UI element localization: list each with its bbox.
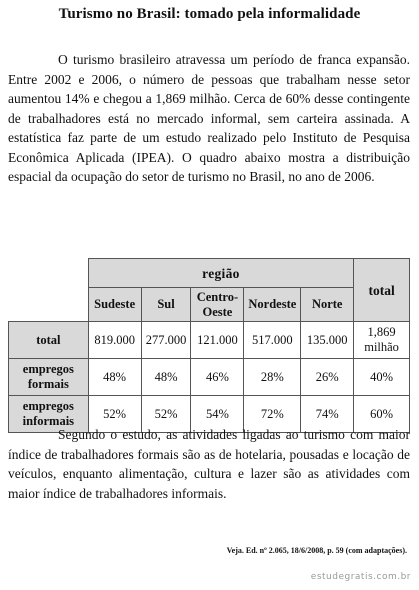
region-header: região — [88, 259, 353, 288]
row-label: empregos formais — [9, 359, 89, 396]
table-cell-total: 40% — [354, 359, 410, 396]
table-cell: 46% — [191, 359, 244, 396]
table-cell: 74% — [301, 396, 354, 433]
table-cell: 135.000 — [301, 322, 354, 359]
region-sudeste: Sudeste — [88, 288, 141, 322]
table-cell: 517.000 — [244, 322, 301, 359]
table-cell: 72% — [244, 396, 301, 433]
table-cell-total: 60% — [354, 396, 410, 433]
table-cell: 819.000 — [88, 322, 141, 359]
table-corner-2 — [9, 288, 89, 322]
region-nordeste: Nordeste — [244, 288, 301, 322]
table-cell: 26% — [301, 359, 354, 396]
table-cell-total: 1,869 milhão — [354, 322, 410, 359]
table-cell: 52% — [88, 396, 141, 433]
table-cell: 48% — [88, 359, 141, 396]
table-cell: 28% — [244, 359, 301, 396]
intro-paragraph: O turismo brasileiro atravessa um período de franca expansão. Entre 2002 e 2006, o número de pessoas que trabalham nesse setor aumentou 14% e chegou a 1,869 milhão. Cerca de 60% desse contingente de trabalhadores está no mercado informal, sem carteira assinada. A estatística faz parte de um estudo realizado pelo Instituto de Pesquisa Econômica Aplicada (IPEA). O quadro abaixo mostra a distribuição espacial da ocupação do setor de turismo no Brasil, no ano de 2006. — [8, 52, 410, 184]
table-row — [9, 359, 410, 396]
row-label: empregos informais — [9, 396, 89, 433]
table-row — [9, 322, 410, 359]
tourism-table — [8, 258, 410, 433]
total-header: total — [354, 259, 410, 322]
row-label: total — [9, 322, 89, 359]
table-cell: 54% — [191, 396, 244, 433]
source-citation: Veja. Ed. nº 2.065, 18/6/2008, p. 59 (com adaptações). — [226, 546, 407, 555]
table-cell: 48% — [141, 359, 191, 396]
page-title: Turismo no Brasil: tomado pela informalidade — [58, 6, 361, 22]
region-norte: Norte — [301, 288, 354, 322]
watermark: estudegratis.com.br — [310, 572, 411, 582]
table-corner — [9, 259, 89, 288]
findings-paragraph: Segundo o estudo, as atividades ligadas ao turismo com maior índice de trabalhadores formais são as de hotelaria, pousadas e locação de veículos, enquanto alimentação, cultura e lazer são as atividades com maior índice de trabalhadores informais. — [8, 427, 410, 501]
table-cell: 52% — [141, 396, 191, 433]
region-sul: Sul — [141, 288, 191, 322]
table-cell: 277.000 — [141, 322, 191, 359]
table-cell: 121.000 — [191, 322, 244, 359]
region-centro-oeste: Centro-Oeste — [191, 288, 244, 322]
